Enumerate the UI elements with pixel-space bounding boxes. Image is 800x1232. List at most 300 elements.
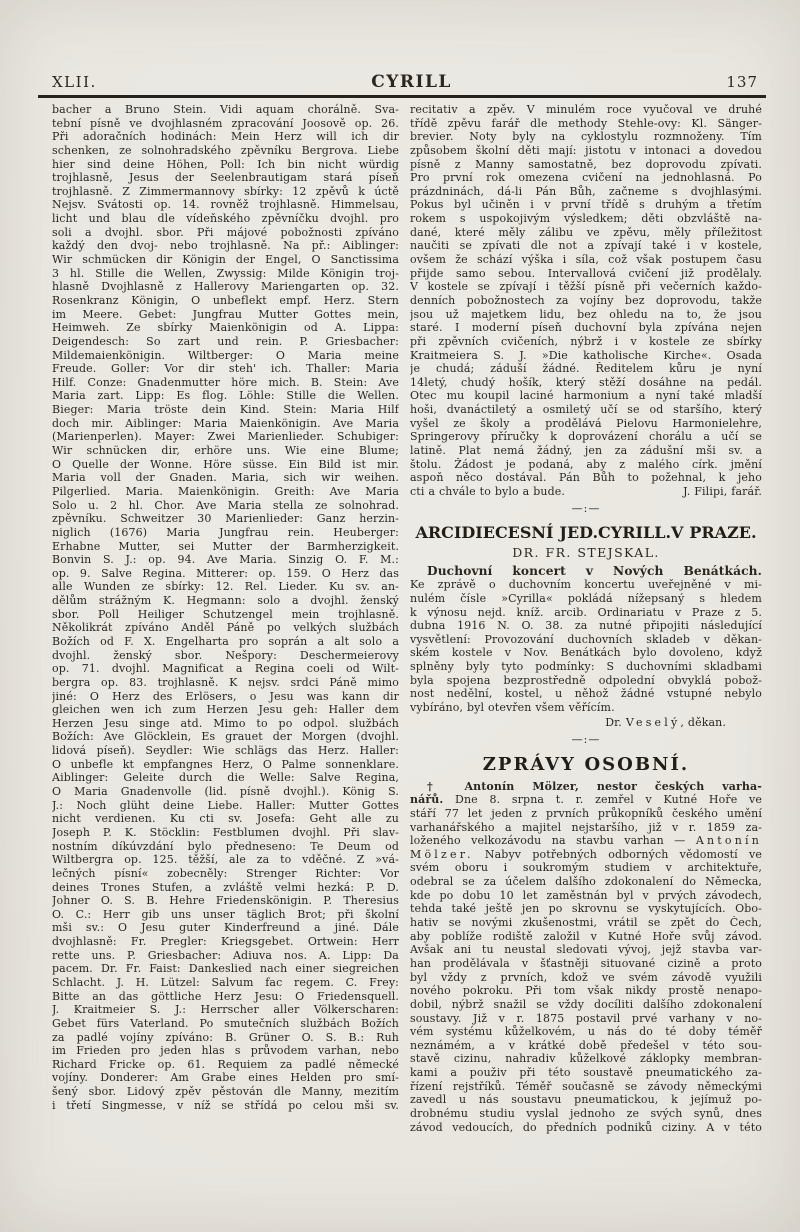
text-line [52,908,399,922]
text-segment: hoši, dvanáctiletý a osmiletý učí se od staršího, který [410,403,762,417]
text-line [52,376,399,390]
text-segment: V kostele se zpívají i těžší písně při večerních každo- [410,280,762,294]
text-segment: nového pokroku. Při tom však nikdy prostě nenapo- [410,984,762,998]
text-segment: Bitte an das göttliche Herz Jesu: O Friedensquell. [52,989,399,1003]
text-line [410,606,762,620]
text-segment: Springerovy příručky k doprovázení chorálu a učí se [410,430,762,444]
text-line [52,730,399,744]
text-line [410,226,762,240]
text-segment: k výnosu nejd. kníž. arcib. Ordinariatu v Praze z 5. [410,605,762,619]
text-line [52,621,399,635]
text-segment: kde po dobu 10 let zaměstnán byl v prvých závodech, [410,888,762,902]
text-segment: Wiltbergra op. 125. těžší, ale za to vděčné. Z »vá- [52,853,399,867]
text-segment: J. Filipi, farář. [683,484,762,498]
text-line [52,608,399,622]
text-line [410,971,762,985]
text-segment: tební písně ve dvojhlasném zpracování Joosově op. 26. [52,116,399,130]
text-line [52,1085,399,1099]
text-line [410,1012,762,1026]
text-line [52,512,399,526]
text-line [410,633,762,647]
text-line [410,117,762,131]
text-segment: jsou už majetkem lidu, bez ohledu na to, že jsou [410,307,762,321]
text-line [52,321,399,335]
text-segment: varhanářského a majitel nejstaršího, již v r. 1859 za- [410,820,762,834]
text-segment: Veselý [625,715,681,729]
text-segment: stavě cizinu, nahradiv kůželkové záklopky membran- [410,1052,762,1066]
text-segment: Ke zprávě o duchovním koncertu uveřejněné v mi- [410,578,762,592]
text-segment: Antonín [695,834,762,848]
text-line [52,185,399,199]
text-line [410,417,762,431]
header-rule [38,95,766,98]
text-segment: Hilf. Conze: Gnadenmutter höre mich. B. Stein: Ave [52,375,399,389]
text-line [410,578,762,592]
text-segment: Rosenkranz Königin, O unbeflekt empf. Herz. Stern [52,293,399,307]
text-line [52,1017,399,1031]
text-segment: nulém čísle »Cyrilla« pokládá nížepsaný s hledem [410,591,762,605]
text-segment: Bonvin S. J.: op. 94. Ave Maria. Sinzig O. F. M.: [52,553,399,567]
text-segment: 14letý, chudý hošík, který stěží dosáhne na pedál. [410,375,762,389]
text-segment: im Meere. Gebet: Jungfrau Mutter Gottes mein, [52,307,399,321]
text-line [52,389,399,403]
text-line [410,821,762,835]
text-segment: hier sind deine Höhen, Poll: Ich bin nicht würdig [52,157,399,171]
text-segment: Maria voll der Gnaden. Maria, sich wir weihen. [52,471,399,485]
text-segment: drobnému studiu vyslal jednoho ze svých synů, dnes [410,1107,762,1120]
text-line [52,1058,399,1072]
text-line [410,294,762,308]
text-line [52,294,399,308]
text-segment: kami a použiv při této soustavě pneumatického za- [410,1066,762,1080]
text-segment: rokem s uspokojivým výsledkem; děti obzvláště na- [410,212,762,226]
text-segment: trojhlasně, Jesus der Seelenbrautigam stará píseň [52,171,399,185]
text-segment: třídě zpěvu farář dle methody Stehle-ovy: Kl. Sänger- [410,116,762,130]
text-line [52,485,399,499]
text-segment: Mölzer. [410,847,474,861]
text-line [52,226,399,240]
text-segment: deines Trones Stufen, a zvláště velmi hezká: P. D. [52,880,399,894]
text-segment: Dne 8. srpna t. r. zemřel v Kutné Hoře ve [443,793,762,807]
text-line [410,198,762,212]
text-segment: Johner O. S. B. Hehre Friedenskönigin. P. Theresius [52,894,399,908]
text-segment: lidová píseň). Seydler: Wie schlägs das Herz. Haller: [52,744,399,758]
text-segment: aspoň něco dostával. Pán Bůh to požehnal, k jeho [410,471,762,485]
text-segment: Při adoračních hodinách: Mein Herz will ich dir [52,130,399,144]
text-segment: Erhabne Mutter, sei Mutter der Barmherzigkeit. [52,539,399,553]
text-line [52,976,399,990]
text-line [410,403,762,417]
text-segment: latině. Plat nemá žádný, jen za zádušní mši sv. a [410,444,762,458]
text-line [52,580,399,594]
text-segment: naučiti se zpívati dle not a zpívají také i v kostele, [410,239,762,253]
text-segment: Schlacht. J. H. Lützel: Salvum fac regem. C. Frey: [52,976,399,989]
text-line [410,592,762,606]
text-line [410,1025,762,1039]
text-segment: zpěvníku. Schweitzer 30 Marienlieder: Ganz herzin- [52,512,399,526]
text-segment: šený sbor. Lidový zpěv pěstován dle Manny, mezitím [52,1085,399,1099]
text-line [410,376,762,390]
text-segment: Mildemaienkönigin. Wiltberger: O Maria meine [52,348,399,362]
text-line [52,758,399,772]
text-segment: odebral se za účelem dalšího zdokonalení do Německa, [410,875,762,889]
text-segment: nářů. [410,793,444,807]
text-line [410,280,762,294]
text-segment: licht und blau dle vídeňského zpěvníčku dvojhl. pro [52,212,399,226]
text-line [410,158,762,172]
text-line [410,185,762,199]
text-segment: Nabyv potřebných odborných vědomostí ve [473,847,762,861]
text-line [52,417,399,431]
text-segment: brevier. Noty byly na cyklostylu rozmnoženy. Tím [410,130,762,144]
text-line [410,998,762,1012]
text-segment: O unbefle kt empfangnes Herz, O Palme sonnenklare. [52,757,399,771]
text-segment: J. Kraitmeier S. J.: Herrscher aller Völkerscharen: [52,1003,399,1017]
right-column [410,103,762,1134]
text-segment: i třetí Singmesse, v níž se střídá po celou mši sv. [52,1098,399,1112]
text-segment: Wir schnücken dir, erhöre uns. Wie eine Blume; [52,444,399,458]
text-line [52,253,399,267]
text-segment: lečných písní« zobecněly: Strenger Richter: Vor [52,866,399,880]
text-line [410,471,762,485]
text-line [410,144,762,158]
text-segment: O Quelle der Wonne. Höre süsse. Ein Bild ist mir. [52,457,399,471]
text-line [52,894,399,908]
text-line [410,430,762,444]
text-line [410,171,762,185]
text-segment: bacher a Bruno Stein. Vidi aquam chorálně. Sva- [52,103,399,116]
section-divider: —:— [571,501,601,515]
text-line [410,1066,762,1080]
text-line [410,807,762,821]
left-column [52,103,399,1134]
text-line [410,984,762,998]
text-segment: přijde samo sebou. Intervallová cvičení již prodělaly. [410,266,762,280]
text-segment: trojhlasně. Z Zimmermannovy sbírky: 12 zpěvů k úctě [52,184,399,198]
text-segment: Božích: Ave Glöcklein, Es grauet der Morgen (dvojhl. [52,730,399,744]
text-line [410,916,762,930]
text-segment: aby poblíže rodiště založil v Kutné Hoře svůj závod. [410,929,762,943]
text-line [410,267,762,281]
text-segment: ovšem že schází výška i síla, což však postupem času [410,253,762,267]
text-segment: vysvětlení: Provozování duchovních skladeb v děkan- [410,632,762,646]
text-line [410,485,762,499]
text-line [52,1044,399,1058]
text-line [52,403,399,417]
text-line [52,144,399,158]
text-line [52,308,399,322]
text-line [52,130,399,144]
text-line [52,1031,399,1045]
text-line [410,930,762,944]
text-segment: Avšak ani tu neustal sledovati vývoj, jejž stavba var- [410,943,762,957]
text-line [52,771,399,785]
text-line [52,349,399,363]
section-title: ZPRÁVY OSOBNÍ. [482,753,690,775]
text-line [52,540,399,554]
text-segment: alle Wunden ze sbírky: 12. Rel. Lieder. Ku sv. an- [52,580,399,594]
text-segment: vém systému kůželkovém, u nás do té doby téměř [410,1025,762,1039]
text-line [52,717,399,731]
journal-title: CYRILL [371,72,452,92]
text-segment: splněny byly tyto podmínky: S duchovními skladbami [410,660,762,674]
text-segment: han prodělávala v šťastněji situované cizině a proto [410,956,762,970]
text-segment: Nejsv. Svátosti op. 14. rovněž trojhlasně. Himmelsau, [52,198,399,212]
text-segment: způsobem školní děti mají: jistotu v intonaci a dovedou [410,143,762,157]
text-line [52,594,399,608]
text-line [52,171,399,185]
text-segment: dělům strážným K. Hegmann: solo a dvojhl. ženský [52,594,399,608]
text-segment: Maria zart. Lipp: Es flog. Löhle: Stille die Wellen. [52,389,399,403]
text-segment: dobil, nýbrž snažil se vždy docíliti dalšího zdokonalení [410,997,762,1011]
text-segment: nicht verdienen. Ku cti sv. Josefa: Geht alle zu [52,812,399,826]
text-line [52,567,399,581]
text-segment: štolu. Žádost je podaná, aby z malého círk. jmění [410,457,762,471]
text-line [410,793,762,807]
text-line [410,458,762,472]
text-line [52,198,399,212]
text-segment: cti a chvále to bylo a bude. [410,484,566,498]
text-segment: Kraitmeiera S. J. »Die katholische Kirche«. Osada [410,348,762,362]
text-segment: doch mir. Aiblinger: Maria Maienkönigin. Ave Maria [52,416,399,430]
text-line [410,1080,762,1094]
text-segment: prázdninách, dá-li Pán Bůh, začneme s dvojhlasými. [410,184,762,198]
text-line [52,335,399,349]
text-line [410,362,762,376]
text-segment: byla spojena bezprostředně odpolední obvyklá pobož- [410,673,762,687]
text-line [52,935,399,949]
text-line [52,1099,399,1113]
text-segment: dvojhl. ženský sbor. Nešpory: Deschermeierovy [52,648,399,662]
text-line [410,335,762,349]
text-segment: za padlé vojíny zpíváno: B. Grüner O. S. B.: Ruh [52,1030,399,1044]
text-segment: hlasně Dvojhlasně z Hallerovy Mariengarten op. 32. [52,280,399,294]
text-line [410,1052,762,1066]
text-line [52,962,399,976]
text-segment: tehda také ještě jen po skrovnu se vyskytujících. Obo- [410,902,762,916]
text-segment: recitativ a zpěv. V minulém roce vyučoval ve druhé [410,103,762,116]
text-segment: svém oboru i soukromým studiem v architektuře, [410,861,762,875]
text-segment: jiné: O Herz des Erlösers, o Jesu was kann dir [52,689,399,703]
text-line [410,239,762,253]
text-segment: ském kostele v Nov. Benátkách bylo dovoleno, když [410,646,762,660]
text-line [52,921,399,935]
text-line [52,553,399,567]
text-segment: vybíráno, byl otevřen všem věřícím. [410,700,615,714]
text-segment: sbor. Poll Heiliger Schutzengel mein trojhlasně. [52,607,399,621]
text-segment: † Antonín Mölzer, nestor českých varha- [427,779,762,793]
text-segment: Několikrát zpíváno Anděl Páně po velkých službách [52,621,399,635]
text-line [52,690,399,704]
page-number: 137 [726,73,758,91]
text-line [410,861,762,875]
text-segment: staré. I moderní píseň duchovní byla zpívána nejen [410,321,762,335]
text-segment: 3 hl. Stille die Wellen, Zwyssig: Milde Königin troj- [52,266,399,280]
text-line [410,565,762,579]
text-line [410,660,762,674]
text-line [410,875,762,889]
text-line [52,280,399,294]
text-line [52,158,399,172]
text-line [52,662,399,676]
text-segment: loženého velkozávodu na stavbu varhan — [410,834,696,848]
text-segment: závod vedoucích, do předních podniků ciziny. A v této [410,1120,762,1134]
text-line [410,834,762,848]
text-line [410,1093,762,1107]
text-segment: O. C.: Herr gib uns unser täglich Brot; při školní [52,907,399,921]
page-header [52,72,758,92]
text-segment: schenken, ze solnohradského zpěvníku Bergrova. Liebe [52,143,399,157]
text-line [52,458,399,472]
text-line [52,526,399,540]
text-segment: Aiblinger: Geleite durch die Welle: Salve Regina, [52,771,399,785]
text-segment: soustavy. Již v r. 1875 postavil prvé varhany v no- [410,1011,762,1025]
text-line [52,1071,399,1085]
text-line [410,444,762,458]
text-segment: soli a dvojhl. sbor. Při májové pobožnosti zpíváno [52,225,399,239]
text-line [52,117,399,131]
text-line [410,646,762,660]
text-segment: nostním díkúvzdání bylo předneseno: Te Deum od [52,839,399,853]
text-segment: Joseph P. K. Stöcklin: Festblumen dvojhl. Při slav- [52,825,399,839]
text-line [410,674,762,688]
text-segment: neznámém, a v krátké době předešel v této sou- [410,1038,762,1052]
text-segment: zavedl u nás soustavu pneumatickou, k jejímuž po- [410,1093,762,1107]
text-segment: Duchovní koncert v Nových Benátkách. [427,564,762,578]
text-line [52,703,399,717]
text-segment: vojíny. Donderer: Am Grabe eines Helden pro smí- [52,1071,399,1085]
text-segment: op. 9. Salve Regina. Mitterer: op. 159. O Herz das [52,566,399,580]
text-line [410,130,762,144]
text-segment: Solo u. 2 hl. Chor. Ave Maria stella ze solnohrad. [52,498,399,512]
text-segment: (Marienperlen). Mayer: Zwei Marienlieder. Schubiger: [52,430,399,444]
author-byline: DR. FR. STEJSKAL. [512,544,660,560]
text-line [52,949,399,963]
text-line [52,676,399,690]
text-segment: rette uns. P. Griesbacher: Adiuva nos. A. Lipp: Da [52,948,399,962]
text-segment: řízení rejstříků. Téměř současně se závody německými [410,1079,762,1093]
text-line [52,444,399,458]
volume-number: XLII. [52,73,97,91]
text-line [52,881,399,895]
text-line [52,812,399,826]
text-segment: byl vždy z prvních, kdož ve svém závodě využili [410,970,762,984]
text-segment: Herzen Jesu singe atd. Mimo to po odpol. službách [52,716,399,730]
text-columns [52,103,762,1134]
text-line [410,253,762,267]
text-segment: dvojhlasně: Fr. Pregler: Kriegsgebet. Ortwein: Herr [52,935,399,949]
text-segment: dané, které měly zálibu ve zpěvu, měly příležitost [410,225,762,239]
text-line [52,990,399,1004]
text-line [410,701,762,715]
text-line [410,780,762,794]
text-segment: Bieger: Maria tröste dein Kind. Stein: Maria Hilf [52,403,399,417]
text-line [410,889,762,903]
text-segment: pacem. Dr. Fr. Faist: Dankeslied nach einer siegreichen [52,962,399,976]
text-segment: nost nedělní, kostel, u něhož žádné vstupné nebylo [410,687,762,701]
signature-line [410,716,762,730]
text-line [410,1107,762,1121]
text-line [410,848,762,862]
text-segment: O Maria Gnadenvolle (lid. písně dvojhl.). König S. [52,785,399,799]
text-segment: Richard Fricke op. 61. Requiem za padlé německé [52,1057,399,1071]
text-segment: im Frieden pro jeden hlas s průvodem varhan, nebo [52,1044,399,1058]
text-line [410,943,762,957]
text-line [52,799,399,813]
text-segment: Gebet fürs Vaterland. Po smutečních službách Božích [52,1016,399,1030]
text-line [52,471,399,485]
text-segment: denních pobožnostech za vojíny bez doprovodu, takže [410,293,762,307]
text-line [52,840,399,854]
text-line [410,349,762,363]
text-line [52,212,399,226]
text-line [52,635,399,649]
text-segment: gleichen wen ich zum Herzen Jesu geh: Haller dem [52,703,399,717]
section-divider: —:— [571,732,601,746]
text-segment: stáří 77 let jeden z prvních průkopníků českého umění [410,806,762,820]
text-segment: písně z Manny samostatně, bez doprovodu zpívati. [410,157,762,171]
text-line [410,389,762,403]
text-line [410,687,762,701]
text-line [52,499,399,513]
text-segment: Božích od F. X. Engelharta pro soprán a alt solo a [52,634,399,648]
text-line [410,103,762,117]
text-segment: bergra op. 83. trojhlasně. K nejsv. srdci Páně mimo [52,675,399,689]
text-segment: Pro první rok omezena cvičení na jednohlasná. Po [410,171,762,185]
text-segment: Wir schmücken dir Königin der Engel, O Sanctissima [52,253,399,267]
text-segment: Deigendesch: So zart und rein. P. Griesbacher: [52,334,399,348]
text-line [52,362,399,376]
text-line [410,902,762,916]
text-segment: Freude. Goller: Vor dir steh' ich. Thaller: Maria [52,362,399,376]
text-line [52,1003,399,1017]
text-segment: mši sv.: O Jesu guter Kinderfreund a jiné. Dále [52,921,399,935]
text-segment: Dr. [605,715,626,729]
text-line [410,619,762,633]
text-line [52,867,399,881]
text-segment: J.: Noch glüht deine Liebe. Haller: Mutter Gottes [52,798,399,812]
text-line [52,853,399,867]
text-segment: Otec mu koupil laciné harmonium a nyní také mladší [410,389,762,403]
text-line [410,321,762,335]
text-segment: niglich (1676) Maria Jungfrau rein. Heuberger: [52,525,399,539]
text-segment: při zpěvních cvičeních, nýbrž i v kostele ze sbírky [410,334,762,348]
text-line [410,1039,762,1053]
section-title: ARCIDIECESNÍ JED.CYRILL.V PRAZE. [415,522,757,542]
text-line [52,785,399,799]
text-segment: vyšel ze školy a prodělává Pielovu Harmonielehre, [410,416,762,430]
text-line [52,826,399,840]
text-segment: Pilgerlied. Maria. Maienkönigin. Greith: Ave Maria [52,484,399,498]
text-segment: op. 71. dvojhl. Magnificat a Regina coeli od Wilt- [52,662,399,676]
text-line [410,212,762,226]
text-line [52,103,399,117]
text-line [410,1121,762,1135]
text-line [52,430,399,444]
text-line [410,308,762,322]
text-line [52,267,399,281]
text-segment: každý den dvoj- nebo trojhlasně. Na př.: Aiblinger: [52,239,399,253]
text-line [410,957,762,971]
text-segment: dubna 1916 N. O. 38. za nutné připojiti následující [410,619,762,633]
text-line [52,744,399,758]
text-line [52,239,399,253]
text-segment: Pokus byl učiněn i v první třídě s druhým a třetím [410,198,762,212]
text-segment: hativ se novými zkušenostmi, vrátil se zpět do Čech, [410,916,762,930]
text-segment: Heimweh. Ze sbírky Maienkönigin od A. Lippa: [52,321,399,335]
text-segment: , děkan. [680,715,726,729]
text-segment: je chudá; záduší žádné. Ředitelem kůru je nyní [410,362,762,376]
